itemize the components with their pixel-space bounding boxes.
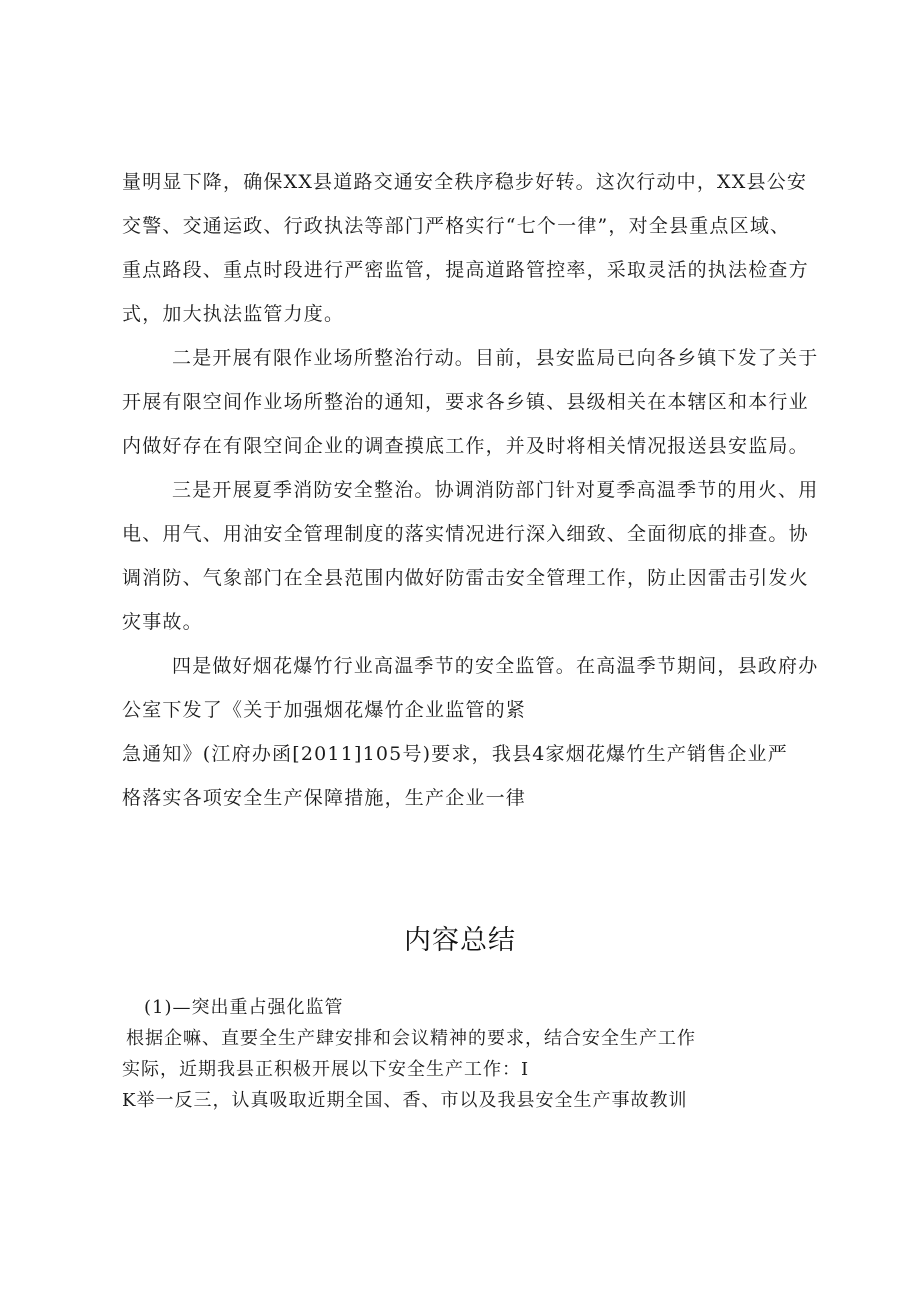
text-line: 格落实各项安全生产保障措施，生产企业一律 — [122, 787, 527, 809]
text-line: 灾事故。 — [122, 611, 203, 633]
text-line: 急通知》(江府办函[2011]105号)要求，我县4家烟花爆竹生产销售企业严 — [122, 743, 788, 765]
summary-line: K举一反三，认真吸取近期全国、香、市以及我县安全生产事故教训 — [122, 1090, 688, 1111]
text-line: 式，加大执法监管力度。 — [122, 303, 345, 325]
text-line: 量明显下降，确保XX县道路交通安全秩序稳步好转。这次行动中，XX县公安 — [122, 171, 808, 193]
text-line: 开展有限空间作业场所整治的通知，要求各乡镇、县级相关在本辖区和本行业 — [122, 391, 809, 413]
text-line: 四是做好烟花爆竹行业高温季节的安全监管。在高温季节期间，县政府办 — [172, 655, 819, 677]
summary-line: (1)—突出重占强化监管 — [144, 997, 344, 1018]
text-line: 三是开展夏季消防安全整治。协调消防部门针对夏季高温季节的用火、用 — [172, 479, 819, 501]
summary-section — [120, 992, 820, 1116]
document-body — [122, 160, 819, 820]
text-line: 调消防、气象部门在全县范围内做好防雷击安全管理工作，防止因雷击引发火 — [122, 567, 809, 589]
text-line: 电、用气、用油安全管理制度的落实情况进行深入细致、全面彻底的排查。协 — [122, 523, 809, 545]
text-line: 重点路段、重点时段进行严密监管，提高道路管控率，采取灵活的执法检查方 — [122, 259, 809, 281]
summary-line: 根据企嘛、直要全生产肆安排和会议精神的要求，结合安全生产工作 — [126, 1028, 696, 1049]
paragraph-fire-safety — [122, 468, 819, 644]
text-line: 内做好存在有限空间企业的调查摸底工作，并及时将相关情况报送县安监局。 — [122, 435, 809, 457]
paragraph-fireworks — [122, 644, 819, 820]
summary-heading: 内容总结 — [404, 925, 516, 956]
text-line: 交警、交通运政、行政执法等部门严格实行“七个一律”，对全县重点区域、 — [122, 215, 791, 237]
paragraph-road-safety — [122, 160, 809, 336]
summary-line: 实际，近期我县正积极开展以下安全生产工作：I — [122, 1059, 530, 1080]
paragraph-confined-space — [122, 336, 819, 468]
text-line: 公室下发了《关于加强烟花爆竹企业监管的紧 — [122, 699, 527, 721]
text-line: 二是开展有限作业场所整治行动。目前，县安监局已向各乡镇下发了关于 — [172, 347, 819, 369]
